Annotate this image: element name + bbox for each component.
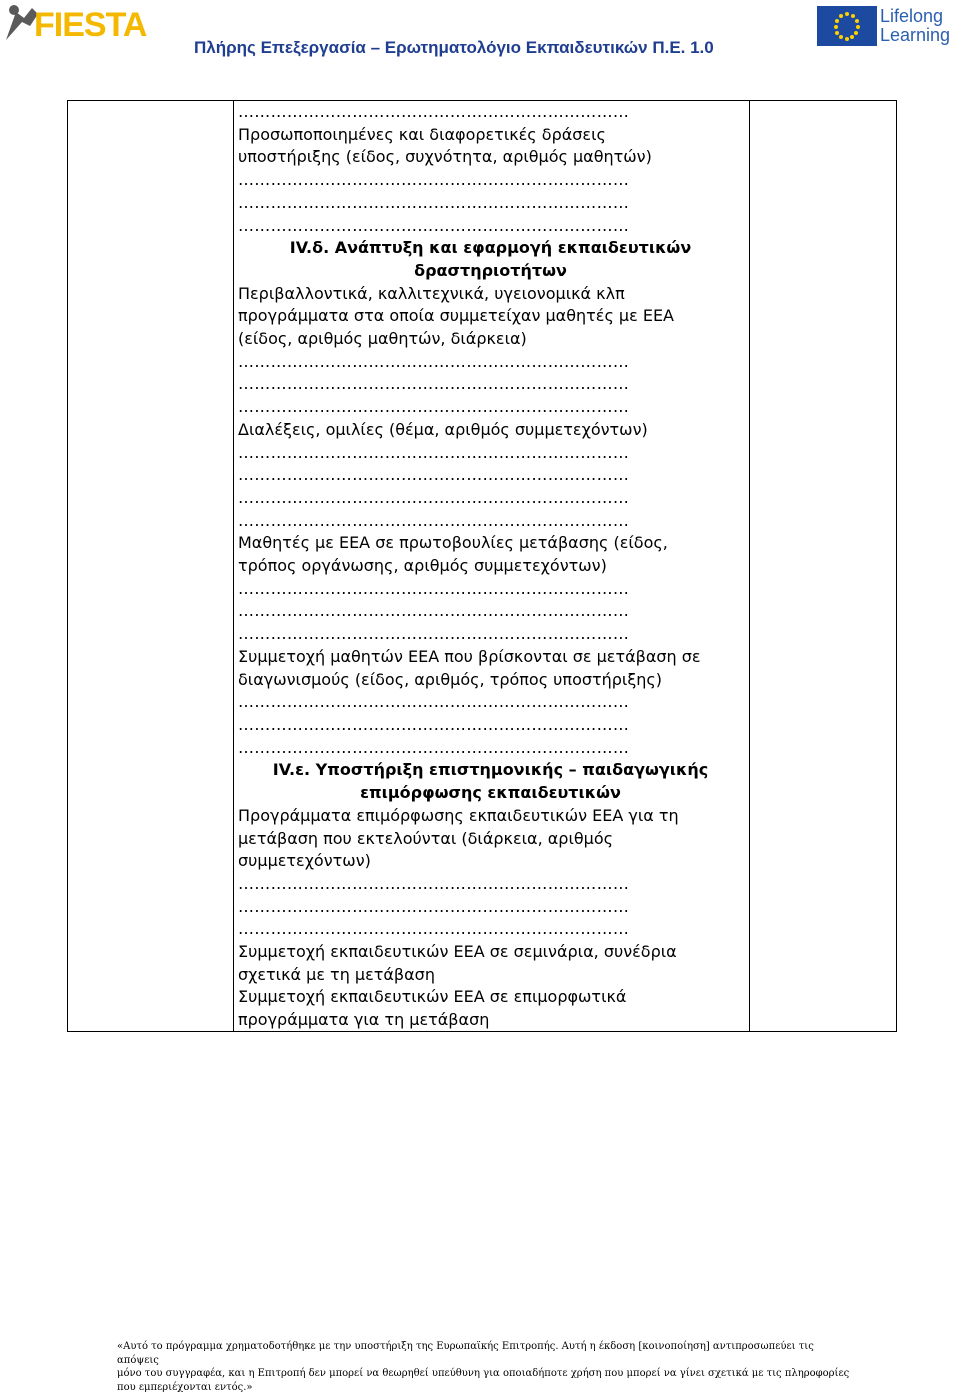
item-competitions: διαγωνισμούς (είδος, αριθμός, τρόπος υποστήριξης) — [238, 669, 743, 692]
item-transition-initiatives: τρόπος οργάνωσης, αριθμός συμμετεχόντων) — [238, 555, 743, 578]
blank-line: ……………………………………………………………… — [238, 192, 743, 215]
item-training-programs: συμμετεχόντων) — [238, 850, 743, 873]
table-column-divider — [749, 101, 750, 1031]
blank-line: ……………………………………………………………… — [238, 396, 743, 419]
fiesta-logo-text: FIESTA — [34, 6, 146, 45]
item-personalized-actions: Προσωποποιημένες και διαφορετικές δράσεις — [238, 124, 743, 147]
item-training-programs: Προγράμματα επιμόρφωσης εκπαιδευτικών ΕΕΑ για τη — [238, 805, 743, 828]
blank-line: ……………………………………………………………… — [238, 623, 743, 646]
footer-line: που εμπεριέχονται εντός.» — [117, 1381, 857, 1394]
blank-line: ……………………………………………………………… — [238, 737, 743, 760]
item-lectures: Διαλέξεις, ομιλίες (θέμα, αριθμός συμμετεχόντων) — [238, 419, 743, 442]
section-heading-iv-e: επιμόρφωσης εκπαιδευτικών — [238, 782, 743, 805]
item-training-participation: Συμμετοχή εκπαιδευτικών ΕΕΑ σε επιμορφωτικά — [238, 986, 743, 1009]
blank-line: ……………………………………………………………… — [238, 101, 743, 124]
eu-flag-icon — [817, 6, 877, 46]
blank-line: ……………………………………………………………… — [238, 873, 743, 896]
section-heading-iv-e: IV.ε. Υποστήριξη επιστημονικής – παιδαγωγικής — [238, 759, 743, 782]
item-seminars: Συμμετοχή εκπαιδευτικών ΕΕΑ σε σεμινάρια, συνέδρια — [238, 941, 743, 964]
footer-line: μόνο του συγγραφέα, και η Επιτροπή δεν μπορεί να θεωρηθεί υπεύθυνη για οποιαδήποτε χρήση που μπορεί να γίνει σχετικά με τις πληροφορίες — [117, 1367, 857, 1381]
item-seminars: σχετικά με τη μετάβαση — [238, 964, 743, 987]
blank-line: ……………………………………………………………… — [238, 714, 743, 737]
item-programs: Περιβαλλοντικά, καλλιτεχνικά, υγειονομικά κλπ — [238, 283, 743, 306]
blank-line: ……………………………………………………………… — [238, 918, 743, 941]
blank-line: ……………………………………………………………… — [238, 510, 743, 533]
blank-line: ……………………………………………………………… — [238, 487, 743, 510]
item-personalized-actions: υποστήριξης (είδος, συχνότητα, αριθμός μαθητών) — [238, 146, 743, 169]
item-training-participation: προγράμματα για τη μετάβαση — [238, 1009, 743, 1032]
lifelong-learning-text: Lifelong Learning — [880, 7, 950, 45]
blank-line: ……………………………………………………………… — [238, 215, 743, 238]
blank-line: ……………………………………………………………… — [238, 169, 743, 192]
fiesta-logo — [2, 2, 142, 44]
blank-line: ……………………………………………………………… — [238, 896, 743, 919]
blank-line: ……………………………………………………………… — [238, 373, 743, 396]
item-programs: (είδος, αριθμός μαθητών, διάρκεια) — [238, 328, 743, 351]
document-title: Πλήρης Επεξεργασία – Ερωτηματολόγιο Εκπαιδευτικών Π.Ε. 1.0 — [194, 38, 714, 58]
item-competitions: Συμμετοχή μαθητών ΕΕΑ που βρίσκονται σε μετάβαση σε — [238, 646, 743, 669]
blank-line: ……………………………………………………………… — [238, 578, 743, 601]
footer-line: «Αυτό το πρόγραμμα χρηματοδοτήθηκε με την υποστήριξη της Ευρωπαϊκής Επιτροπής. Αυτή η έκδοση [κοινοποίηση] αντιπροσωπεύει τις απόψεις — [117, 1340, 857, 1367]
lifelong-learning-logo — [817, 4, 957, 50]
section-heading-iv-d: δραστηριοτήτων — [238, 260, 743, 283]
blank-line: ……………………………………………………………… — [238, 464, 743, 487]
blank-line: ……………………………………………………………… — [238, 442, 743, 465]
item-transition-initiatives: Μαθητές με ΕΕΑ σε πρωτοβουλίες μετάβασης (είδος, — [238, 532, 743, 555]
blank-line: ……………………………………………………………… — [238, 691, 743, 714]
eu-disclaimer-footer — [117, 1340, 857, 1394]
blank-line: ……………………………………………………………… — [238, 600, 743, 623]
page-header — [0, 0, 960, 70]
section-heading-iv-d: IV.δ. Ανάπτυξη και εφαρμογή εκπαιδευτικών — [238, 237, 743, 260]
blank-line: ……………………………………………………………… — [238, 351, 743, 374]
table-content-cell — [238, 101, 743, 1032]
item-programs: προγράμματα στα οποία συμμετείχαν μαθητές με ΕΕΑ — [238, 305, 743, 328]
item-training-programs: μετάβαση που εκτελούνται (διάρκεια, αριθμός — [238, 828, 743, 851]
table-column-divider — [233, 101, 234, 1031]
